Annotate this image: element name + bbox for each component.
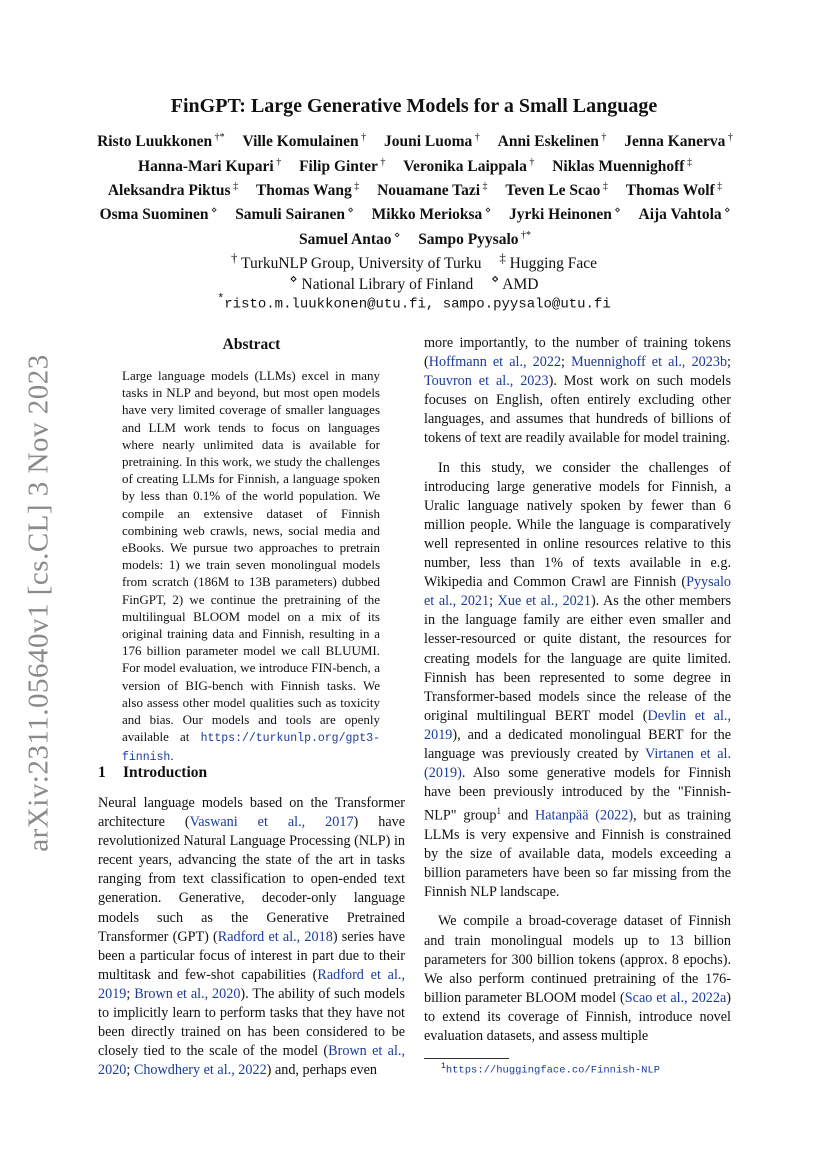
paragraph-text: ). The ability of such models to implicitly learn to perform tasks that they have not been directly trained on has been considered to be closely tied to the scale of the model ( [98,985,405,1060]
paragraph-text: ). As the other members in the language family are either even smaller and lesser-resourced or quite distant, the resources for creating models for the language are quite limited. Finnish has been represented to some degree in Transformer-based models since the release of the original multilingual BERT model ( [424,593,731,724]
footnote-marker[interactable]: 1 [496,806,501,817]
citation-link[interactable]: Brown et al., 2020 [134,985,241,1002]
abstract-heading: Abstract [222,336,281,353]
paragraph-text: ). Most work on such models focuses on English, often entirely excluding other languages, and assumes that hundreds of billions of tokens of text are readily available for model training. [424,373,731,447]
author-name: Filip Ginter † [299,156,386,175]
citation-link[interactable]: Muennighoff et al., 2023b [571,354,728,371]
right-column-body [424,334,731,1056]
citation-link[interactable]: Brown et al., 2020 [98,1043,405,1079]
citation-link[interactable]: Scao et al., 2022a [624,989,727,1006]
paragraph-text: ), and a dedicated monolingual BERT for the language was previously created by [424,726,731,762]
arxiv-identifier-stamp [22,354,55,852]
citation-link[interactable]: Virtanen et al. (2019) [424,745,732,782]
footnote-divider [424,1058,509,1059]
intro-paragraph-1-continued [424,334,731,449]
author-name: Aija Vahtola ⋄ [638,205,731,224]
paragraph-text: ) series have been a particular focus of interest in part due to their multitask and few-shot capabilities ( [98,928,406,983]
author-name: Teven Le Scao ‡ [505,180,608,199]
citation-link[interactable]: Hatanpää (2022) [534,807,634,824]
affiliations-line-2 [0,271,828,294]
paragraph-text: ) and, perhaps even [266,1062,377,1079]
author-name: Aleksandra Piktus ‡ [107,180,239,199]
author-name: Jouni Luoma † [383,132,480,151]
author-name: Ville Komulainen † [242,132,367,151]
affiliation-national-library: ⋄ National Library of Finland [289,271,474,294]
author-name: Jyrki Heinonen ⋄ [508,205,621,224]
citation-link[interactable]: Xue et al., 2021 [497,593,591,610]
section-number: 1 [98,764,106,781]
author-name: Anni Eskelinen † [497,132,607,151]
paragraph-text: Neural language models based on the Transformer architecture ( [98,795,405,831]
citation-link[interactable]: Devlin et al., 2019 [424,707,731,743]
author-name: Niklas Muennighoff ‡ [552,156,692,175]
paper-title: FinGPT: Large Generative Models for a Small Language [170,95,658,117]
paragraph-text: In this study, we consider the challenges of introducing large generative models for Finnish, a Uralic language natively spoken by fewer than 6 million people. While the language is comparatively well represented in online resources relative to this number, less than 1% of texts available in e.g. Wikipedia and Common Crawl are Finnish ( [424,459,731,591]
author-name: Risto Luukkonen †* [97,132,225,151]
author-name: Veronika Laippala † [403,156,535,175]
code-link[interactable]: https://turkunlp.org/gpt3-finnish [122,732,380,765]
paragraph-text: ; [126,985,135,1002]
paragraph-text: ; [561,354,572,371]
paragraph-text: , but as training LLMs is very expensive and Finnish is constrained by the size of available data, models exceeding a billion parameters have been so far missing from the Finnish NLP landscape. [424,807,731,901]
affiliation-amd: ⋄ AMD [491,271,539,294]
paragraph-text: and [500,807,535,824]
paragraph-text: ; [489,593,498,610]
author-name: Thomas Wang ‡ [255,180,360,199]
arxiv-identifier-text: arXiv:2311.05640v1 [cs.CL] 3 Nov 2023 [22,354,55,852]
section-title: Introduction [123,764,208,781]
citation-link[interactable]: Radford et al., 2019 [98,966,406,1002]
author-name: Jenna Kanerva † [624,132,733,151]
author-name: Nouamane Tazi ‡ [377,180,488,199]
author-name: Thomas Wolf ‡ [625,180,723,199]
paragraph-text: more importantly, to the number of training tokens ( [424,335,731,371]
citation-link[interactable]: Pyysalo et al., 2021 [424,574,731,610]
paragraph-text: ) have revolutionized Natural Language Processing (NLP) in recent years, advancing the state of the art in tasks ranging from text classification to open-ended text generation. Generative, decoder-only language models such as the Generative Pretrained Transformer (GPT) ( [98,814,406,945]
footnote-url-link[interactable]: https://huggingface.co/Finnish-NLP [445,1064,661,1077]
author-name: Hanna-Mari Kupari † [138,156,282,175]
paragraph-text: ; [727,354,731,371]
citation-link[interactable]: Hoffmann et al., 2022 [428,354,562,371]
affiliation-hugging-face: ‡ Hugging Face [499,250,598,273]
paragraph-text: ) to extend its coverage of Finnish, introduce novel evaluation datasets, and assess multiple [424,989,732,1045]
footnote-1: $^1$https://huggingface.co/Finnish-NLP [441,1062,661,1077]
contact-emails: *risto.m.luukkonen@utu.fi, sampo.pyysalo@utu.fi [217,292,611,313]
intro-paragraph-3 [424,912,731,1046]
author-name: Samuel Antao ⋄ [298,229,401,248]
author-name: Samuli Sairanen ⋄ [235,205,354,224]
paragraph-text: . Also some generative models for Finnish have been previously introduced by the "Finnish-NLP" group [424,765,731,824]
affiliation-turkunlp: † TurkuNLP Group, University of Turku [230,250,482,273]
author-list [90,128,740,250]
author-name: Mikko Merioksa ⋄ [371,205,492,224]
intro-paragraph-1-start [98,794,405,1080]
author-name: Osma Suominen ⋄ [99,205,218,224]
abstract-body: Large language models (LLMs) excel in many tasks in NLP and beyond, but most open models have very limited coverage of smaller languages and LLM work tends to focus on languages where nearly unlimited data is available for pretraining. In this work, we study the challenges of creating LLMs for Finnish, a language spoken by less than 0.1% of the world population. We compile an extensive dataset of Finnish combining web crawls, news, social media and eBooks. We pursue two approaches to pretrain models: 1) we train seven monolingual models from scratch (186M to 13B parameters) dubbed FinGPT, 2) we continue the pretraining of the multilingual BLOOM model on a mix of its original training data and Finnish, resulting in a 176 billion parameter model we call BLUUMI. For model evaluation, we introduce FIN-bench, a version of BIG-bench with Finnish tasks. We also assess other model qualities such as toxicity and bias. Our models and tools are openly available at https://turkunlp.org/gpt3-finnish. [122,368,380,765]
citation-link[interactable]: Touvron et al., 2023 [424,373,549,390]
section-heading-introduction [98,764,207,782]
paragraph-text: We compile a broad-coverage dataset of Finnish and train monolingual models up to 13 billion parameters for 300 billion tokens (approx. 8 epochs). We also perform continued pretraining of the 176-billion parameter BLOOM model ( [424,913,731,1006]
citation-link[interactable]: Radford et al., 2018 [217,928,333,945]
citation-link[interactable]: Chowdhery et al., 2022 [133,1062,267,1079]
email-addresses: risto.m.luukkonen@utu.fi, sampo.pyysalo@utu.fi [224,296,611,313]
paragraph-text: ; [126,1062,134,1079]
intro-paragraph-2 [424,459,731,903]
citation-link[interactable]: Vaswani et al., 2017 [189,814,354,831]
author-name: Sampo Pyysalo †* [418,229,532,248]
affiliations-line-1 [0,250,828,273]
